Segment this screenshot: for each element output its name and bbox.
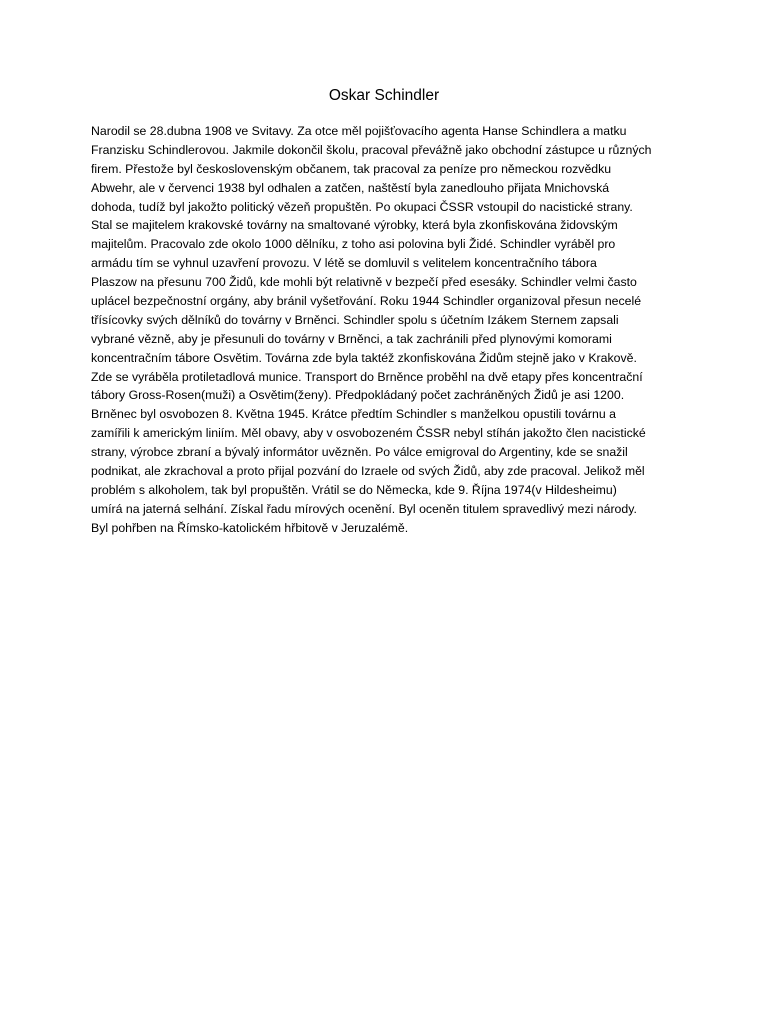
paragraph-line: majitelům. Pracovalo zde okolo 1000 dělníku, z toho asi polovina byli Židé. Schindler vyráběl pro <box>91 237 616 252</box>
paragraph-line: Stal se majitelem krakovské továrny na smaltované výrobky, která byla zkonfiskována židovským <box>91 218 618 233</box>
paragraph-line: třísícovky svých dělníků do továrny v Brněnci. Schindler spolu s účetním Izákem Sternem zapsali <box>91 312 619 327</box>
paragraph-line: Franzisku Schindlerovou. Jakmile dokončil školu, pracoval převážně jako obchodní zástupce u různých <box>91 142 652 157</box>
paragraph-line: firem. Přestože byl československým občanem, tak pracoval za peníze pro německou rozvědku <box>91 161 612 176</box>
paragraph-line: Plaszow na přesunu 700 Židů, kde mohli být relativně v bezpečí před esesáky. Schindler velmi často <box>91 275 637 290</box>
paragraph-line: problém s alkoholem, tak byl propuštěn. Vrátil se do Německa, kde 9. Října 1974(v Hildesheimu) <box>91 482 617 497</box>
paragraph-line: umírá na jaterná selhání. Získal řadu mírových ocenění. Byl oceněn titulem spravedlivý mezi národy. <box>91 501 637 516</box>
paragraph-line: Abwehr, ale v červenci 1938 byl odhalen a zatčen, naštěstí byla zanedlouho přijata Mnichovská <box>91 180 610 195</box>
paragraph-line: zamířili k americkým liniím. Měl obavy, aby v osvobozeném ČSSR nebyl stíhán jakožto člen nacistické <box>91 426 646 441</box>
paragraph-line: tábory Gross-Rosen(muži) a Osvětim(ženy). Předpokládaný počet zachráněných Židů je asi 1200. <box>91 388 625 403</box>
paragraph-line: uplácel bezpečnostní orgány, aby bránil vyšetřování. Roku 1944 Schindler organizoval přesun necelé <box>91 294 642 309</box>
paragraph-line: Brněnec byl osvobozen 8. Května 1945. Krátce předtím Schindler s manželkou opustili továrnu a <box>91 407 616 422</box>
document-title: Oskar Schindler <box>328 87 440 104</box>
paragraph-line: podnikat, ale zkrachoval a proto přijal pozvání do Izraele od svých Židů, aby zde pracoval. Jelikož měl <box>91 464 645 479</box>
paragraph-line: Narodil se 28.dubna 1908 ve Svitavy. Za otce měl pojišťovacího agenta Hanse Schindlera a matku <box>91 124 627 138</box>
paragraph-line: koncentračním tábore Osvětim. Továrna zde byla taktéž zkonfiskována Židům stejně jako v Krakově. <box>91 350 637 365</box>
paragraph-line: dohoda, tudíž byl jakožto politický vězeň propuštěn. Po okupaci ČSSR vstoupil do nacistické strany. <box>91 199 633 214</box>
paragraph-line: Zde se vyráběla protiletadlová munice. Transport do Brněnce proběhl na dvě etapy přes koncentrační <box>91 369 643 384</box>
paragraph-line: strany, výrobce zbraní a bývalý informátor uvězněn. Po válce emigroval do Argentiny, kde se snažil <box>91 445 628 460</box>
paragraph-line: vybrané vězně, aby je přesunuli do továrny v Brněnci, a tak zachránili před plynovými komorami <box>91 331 612 346</box>
paragraph-line: Byl pohřben na Římsko-katolickém hřbitově v Jeruzalémě. <box>91 520 409 535</box>
paragraph-line: armádu tím se vyhnul uzavření provozu. V létě se domluvil s velitelem koncentračního tábora <box>91 256 597 271</box>
body-paragraph <box>91 122 691 538</box>
